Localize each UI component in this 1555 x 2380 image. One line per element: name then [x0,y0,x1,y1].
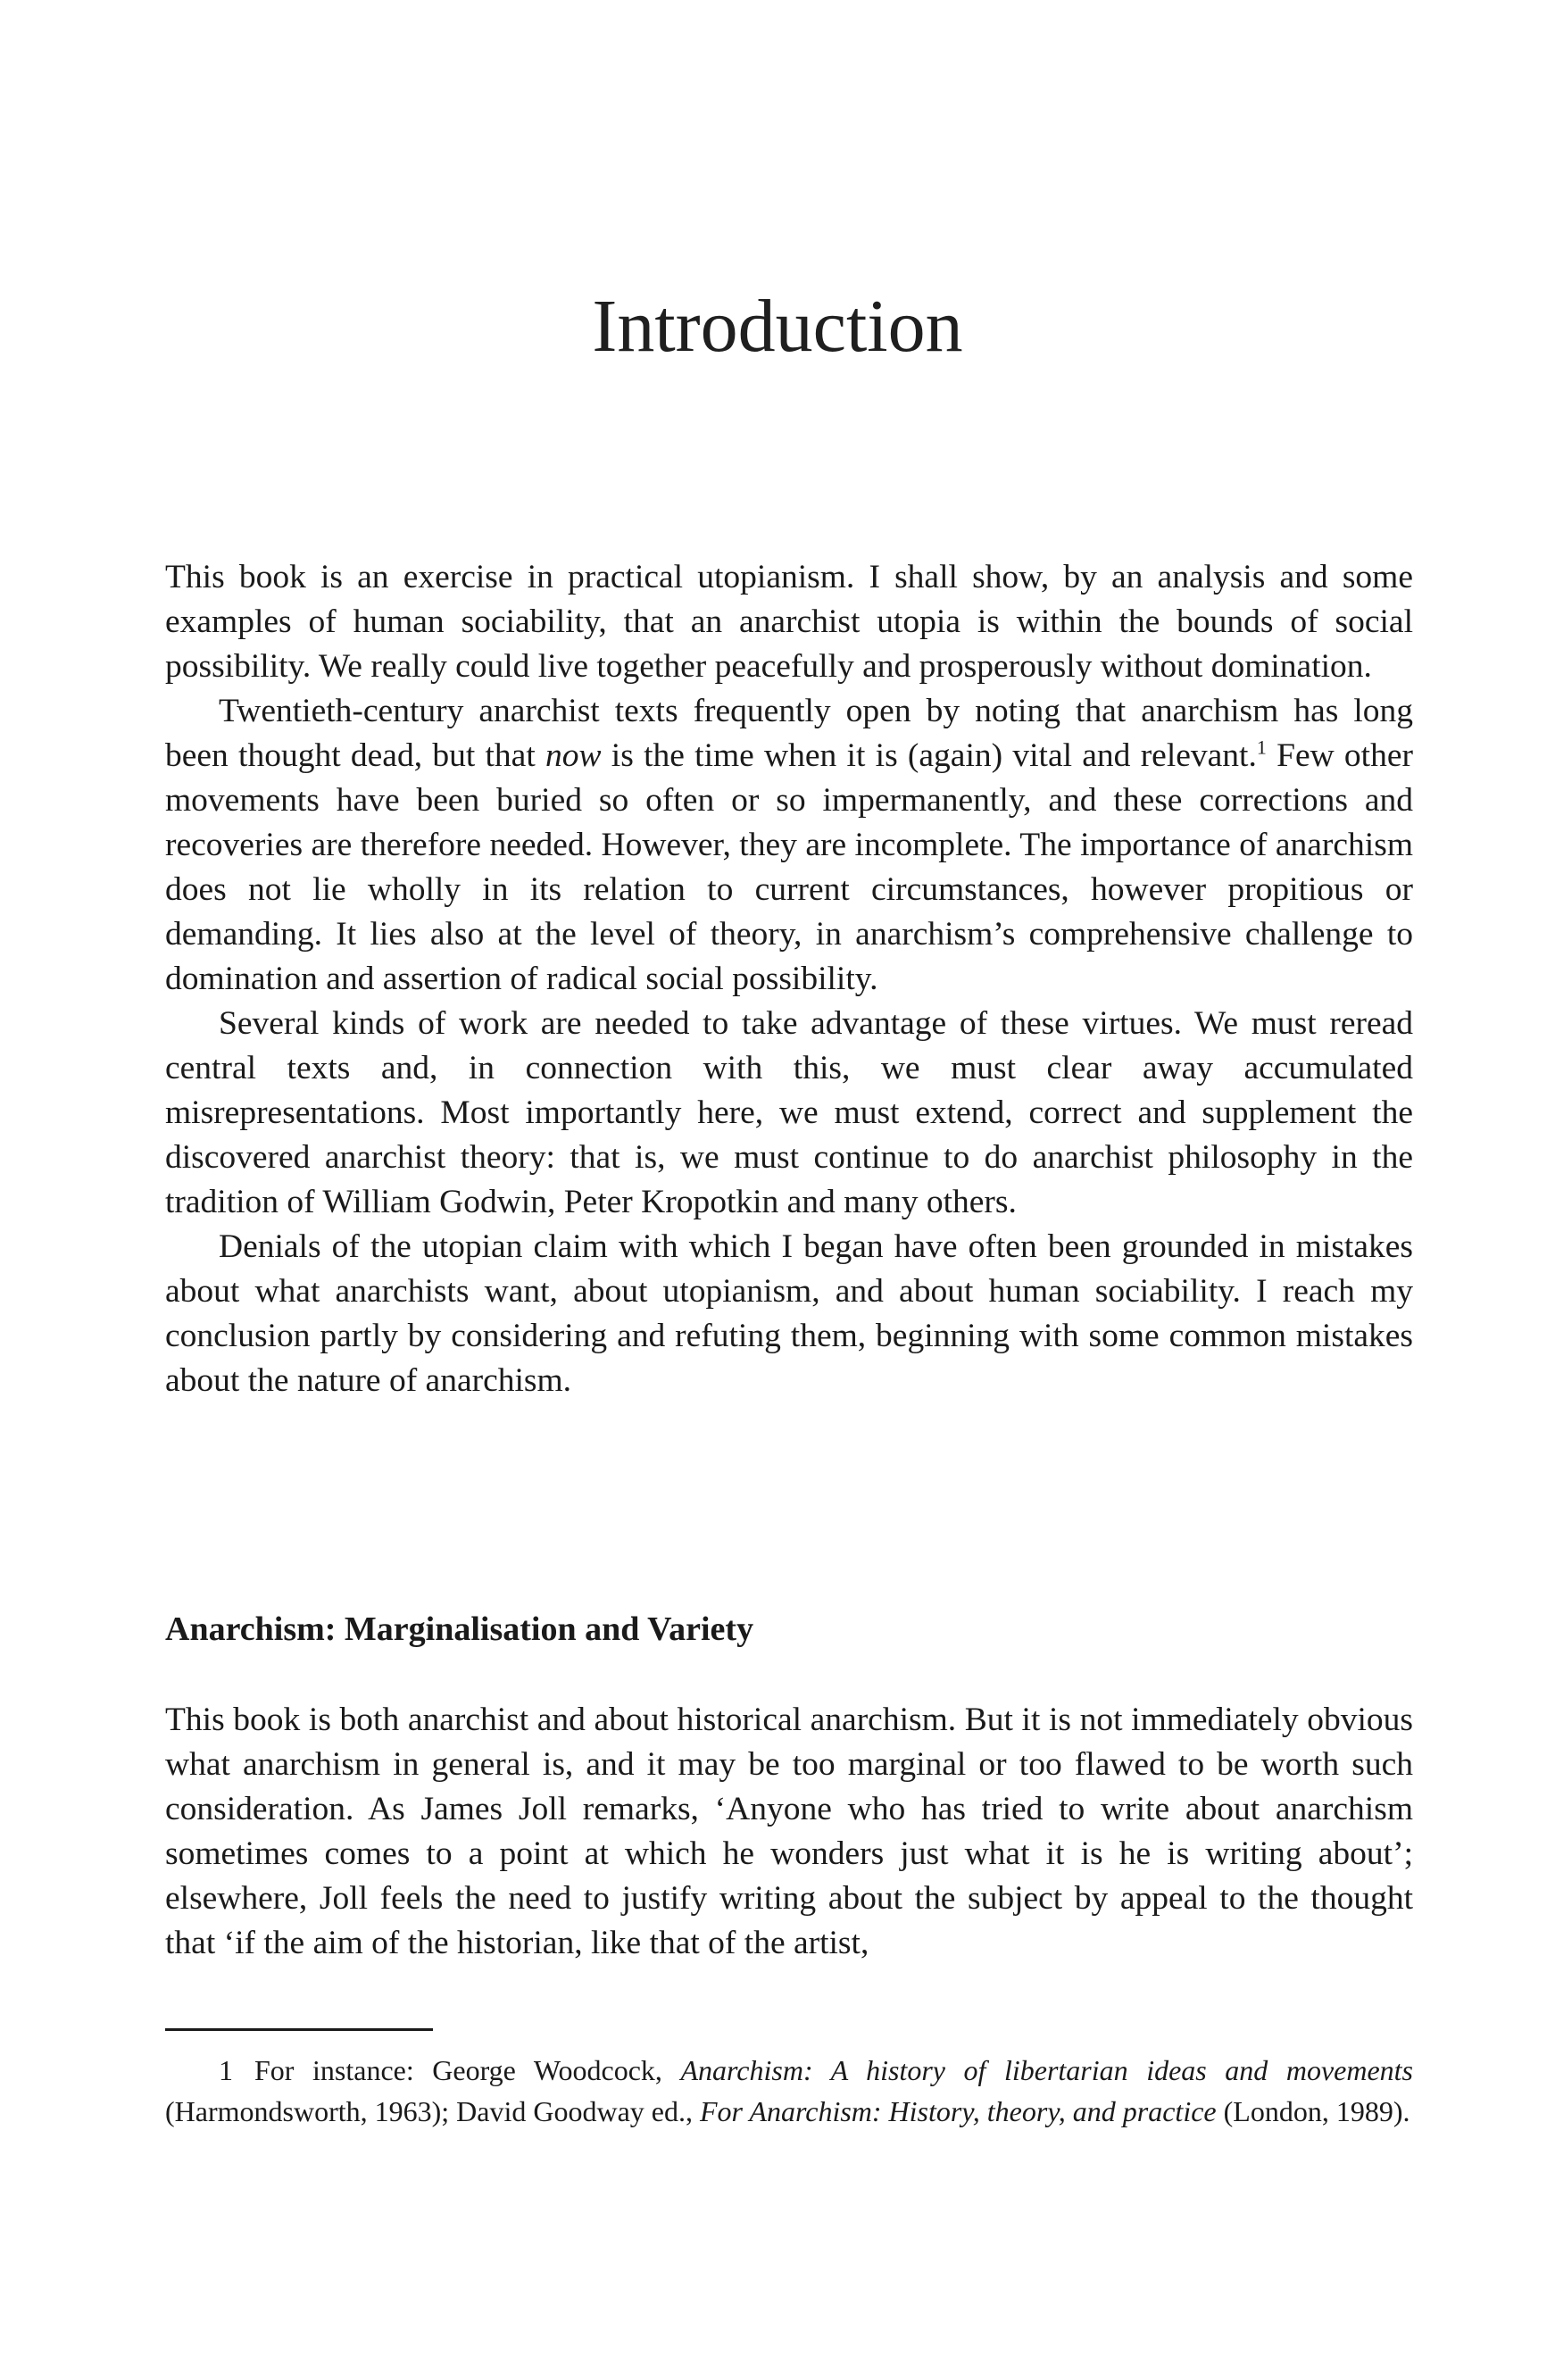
footnote-title-woodcock: Anarchism: A history of libertarian ideas and movements [680,2054,1414,2086]
footnote-1 [165,2050,1413,2132]
footnote-text-b: (Harmondsworth, 1963); David Goodway ed., [165,2095,700,2127]
section-paragraph-1: This book is both anarchist and about historical anarchism. But it is not immediately obvious what anarchism in general is, and it may be too marginal or too flawed to be worth such consideration. As James Joll remarks, ‘Anyone who has tried to write about anarchism sometimes comes to a point at which he wonders just what it is he is writing about’; elsewhere, Joll feels the need to justify writing about the subject by appeal to the thought that ‘if the aim of the historian, like that of the artist, [165,1702,1413,1961]
intro-paragraph-2-mid: is the time when it is (again) vital and relevant. [601,737,1257,774]
footnote-text-a: For instance: George Woodcock, [254,2054,681,2086]
intro-paragraph-2-rest: Few other movements have been buried so often or so impermanently, and these corrections and recoveries are therefore needed. However, they are incomplete. The importance of anarchism does not lie wholly in its relation to current circumstances, however propitious or demanding. It lies also at the level of theory, in anarchism’s comprehensive challenge to domination and assertion of radical social possibility. [165,737,1413,997]
intro-paragraph-3: Several kinds of work are needed to take advantage of these virtues. We must reread central texts and, in connection with this, we must clear away accumulated misrepresentations. Most importantly here, we must extend, correct and supplement the discovered anarchist theory: that is, we must continue to do anarchist philosophy in the tradition of William Godwin, Peter Kropotkin and many others. [165,1005,1413,1220]
footnote-title-goodway: For Anarchism: History, theory, and practice [700,2095,1217,2127]
chapter-title: Introduction [592,285,963,368]
footnote-reference-1[interactable]: 1 [1256,736,1267,759]
footnotes [165,2050,1413,2132]
intro-paragraph-2-lead: Twentieth-century anarchist texts frequently open by noting that anarchism has long been thought dead, but that [165,693,1413,774]
intro-paragraph-4: Denials of the utopian claim with which I began have often been grounded in mistakes about what anarchists want, about utopianism, and about human sociability. I reach my conclusion partly by considering and refuting them, beginning with some common mistakes about the nature of anarchism. [165,1228,1413,1399]
intro-paragraph-2 [165,689,1413,1002]
footnote-divider [165,2028,433,2031]
section-heading: Anarchism: Marginalisation and Variety [165,1610,754,1648]
section-marginalisation [165,1607,1413,1966]
introduction-body [165,555,1413,1403]
emphasis-now: now [545,737,602,774]
intro-paragraph-1: This book is an exercise in practical utopianism. I shall show, by an analysis and some examples of human sociability, that an anarchist utopia is within the bounds of social possibility. We really could live together peacefully and prosperously without domination. [165,559,1413,685]
footnote-number: 1 [219,2054,233,2086]
footnote-text-c: (London, 1989). [1216,2095,1410,2127]
